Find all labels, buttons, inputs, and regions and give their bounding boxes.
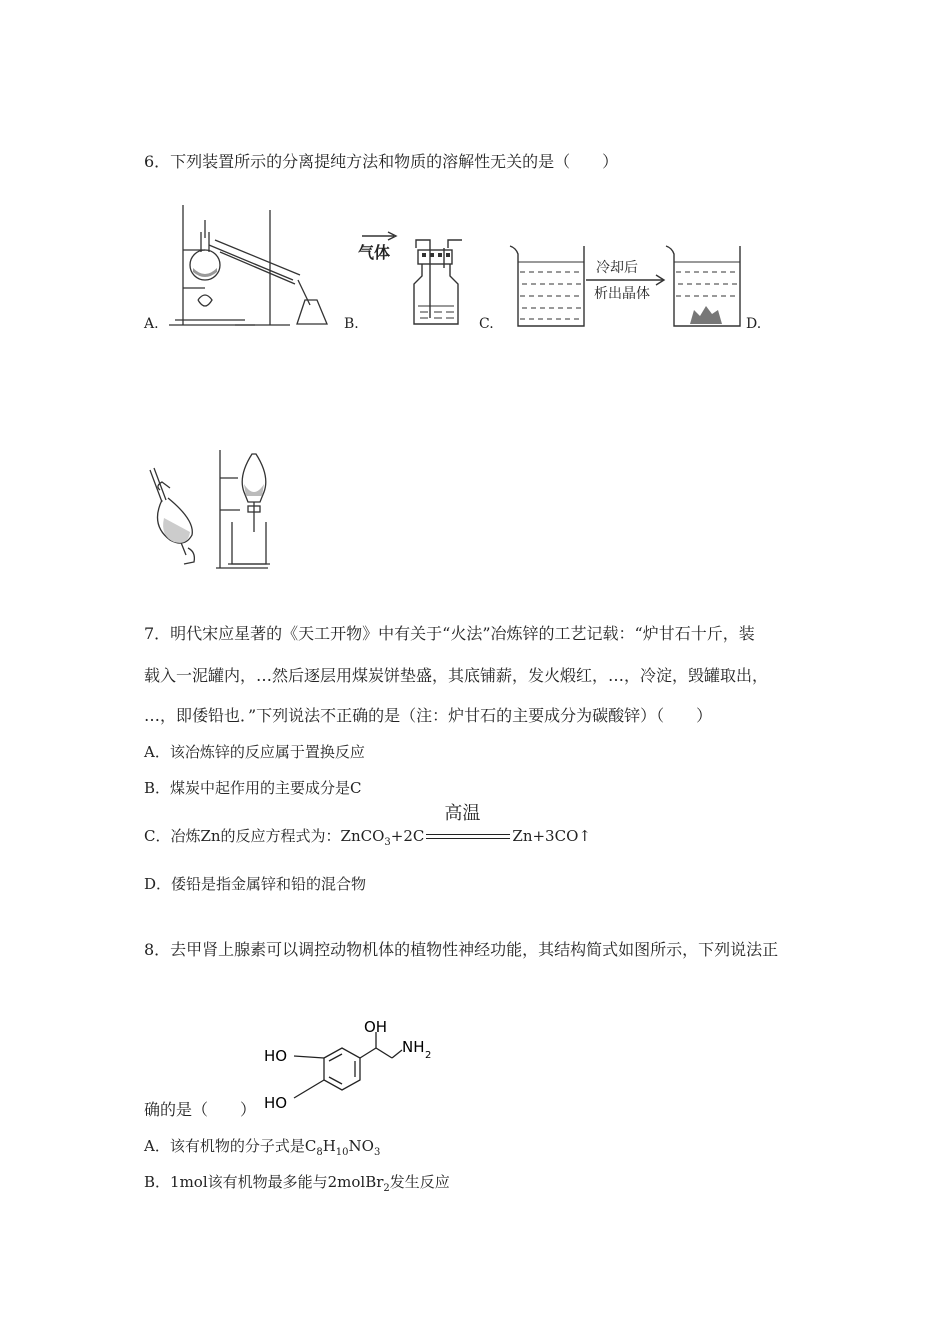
q8-option-a-sub3: 3: [373, 1147, 381, 1158]
norepinephrine-structure-figure: [262, 1018, 442, 1118]
q8-option-a: [144, 1136, 380, 1163]
reaction-condition-arrow: [424, 803, 512, 846]
q7-option-c-suffix: Zn+3CO↑: [512, 827, 591, 845]
q8-option-b-sub: 2: [383, 1183, 390, 1194]
q7-option-c: [144, 803, 591, 853]
gas-washing-bottle-figure: [358, 228, 468, 330]
crystals-label: 析出晶体: [594, 286, 650, 302]
q8-stem-line1: 8．去甲肾上腺素可以调控动物机体的植物性神经功能，其结构简式如图所示，下列说法正: [144, 940, 779, 959]
q7-option-c-mid: +2C: [390, 827, 425, 845]
separatory-funnel-figure: [140, 440, 280, 570]
mol-nh2-sub: 2: [425, 1050, 432, 1061]
q8-option-a-prefix: A．该有机物的分子式是C: [144, 1137, 317, 1155]
reaction-condition-label: 高温: [444, 803, 481, 824]
q8-option-a-no: NO: [348, 1137, 374, 1155]
q7-option-c-sub: 3: [384, 837, 391, 848]
q7-option-d: D．倭铅是指金属锌和铅的混合物: [144, 875, 367, 893]
q7-option-c-prefix: C．冶炼Zn的反应方程式为：ZnCO: [144, 827, 385, 845]
q8-option-a-h: H: [322, 1137, 336, 1155]
cooling-label: 冷却后: [596, 260, 638, 276]
mol-ho-2: HO: [264, 1094, 288, 1112]
q8-option-b: [144, 1172, 450, 1199]
q8-option-b-suffix: 发生反应: [389, 1173, 450, 1191]
q6-stem: 6．下列装置所示的分离提纯方法和物质的溶解性无关的是（ ）: [144, 152, 619, 171]
crystallization-figure: [508, 240, 743, 332]
q7-stem-line1: 7．明代宋应星著的《天工开物》中有关于“火法”冶炼锌的工艺记载：“炉甘石十斤，装: [144, 624, 755, 643]
q7-option-a: A．该冶炼锌的反应属于置换反应: [144, 743, 365, 761]
option-c-label: C.: [479, 316, 494, 332]
option-a-label: A.: [144, 316, 159, 332]
q8-option-a-sub1: 8: [316, 1147, 323, 1158]
q8-stem-line2: 确的是（ ）: [144, 1100, 257, 1119]
q8-option-a-sub2: 10: [335, 1147, 349, 1158]
option-b-label: B.: [344, 316, 359, 332]
mol-nh2: NH: [402, 1038, 425, 1056]
gas-label: 气体: [358, 243, 391, 262]
q7-stem-line3: …，即倭铅也．”下列说法不正确的是（注：炉甘石的主要成分为碳酸锌）（ ）: [144, 706, 713, 725]
mol-oh-top: OH: [364, 1018, 388, 1036]
q8-option-b-prefix: B．1mol该有机物最多能与2molBr: [144, 1173, 384, 1191]
mol-ho-1: HO: [264, 1047, 288, 1065]
q7-stem-line2: 载入一泥罐内，…然后逐层用煤炭饼垫盛，其底铺薪，发火煅红，…，冷淀，毁罐取出，: [144, 666, 769, 685]
distillation-apparatus-figure: [165, 200, 340, 330]
q7-option-b: B．煤炭中起作用的主要成分是C: [144, 779, 362, 797]
option-d-label: D.: [746, 316, 762, 332]
